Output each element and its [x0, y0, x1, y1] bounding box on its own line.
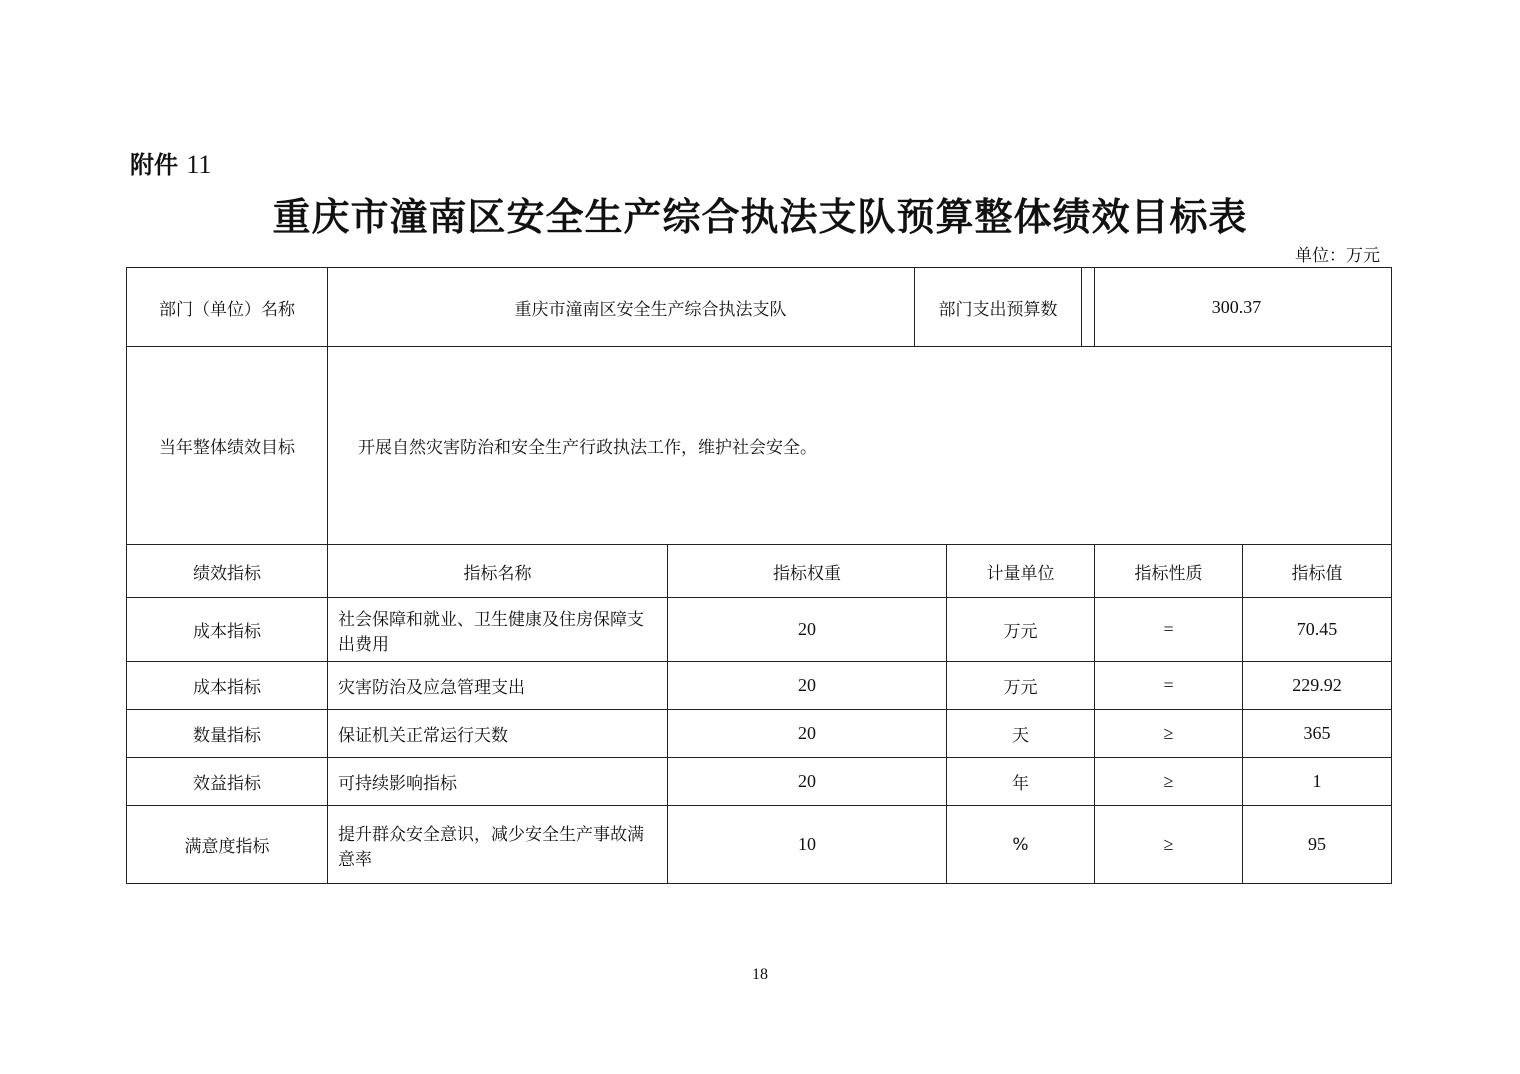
table-row	[127, 806, 1392, 884]
attachment-number: 11	[186, 150, 212, 179]
row-weight: 20	[668, 710, 947, 758]
budget-value: 300.37	[1211, 296, 1262, 317]
dept-label-cell: 部门（单位）名称	[127, 268, 328, 347]
row-value: 365	[1243, 710, 1392, 758]
department-row	[127, 268, 1392, 347]
row-unit: %	[947, 806, 1095, 884]
row-value: 1	[1243, 758, 1392, 806]
row-category: 效益指标	[127, 758, 328, 806]
row-unit: 年	[947, 758, 1095, 806]
table-row	[127, 598, 1392, 662]
row-unit: 天	[947, 710, 1095, 758]
row-value: 70.45	[1243, 598, 1392, 662]
goal-row	[127, 347, 1392, 545]
attachment-label	[130, 145, 211, 180]
row-category: 满意度指标	[127, 806, 328, 884]
row-indicator-name: 社会保障和就业、卫生健康及住房保障支出费用	[328, 598, 668, 662]
row-weight: 10	[668, 806, 947, 884]
row-weight: 20	[668, 758, 947, 806]
column-header-row	[127, 545, 1392, 598]
row-indicator-name: 灾害防治及应急管理支出	[328, 662, 668, 710]
row-weight: 20	[668, 598, 947, 662]
row-indicator-name: 可持续影响指标	[328, 758, 668, 806]
col-header-unit: 计量单位	[947, 545, 1095, 598]
col-header-nature: 指标性质	[1095, 545, 1243, 598]
row-nature: ≥	[1095, 710, 1243, 758]
row-weight: 20	[668, 662, 947, 710]
row-category: 成本指标	[127, 598, 328, 662]
budget-cell	[938, 268, 1392, 347]
row-value: 95	[1243, 806, 1392, 884]
page-number: 18	[752, 966, 768, 983]
row-nature: =	[1095, 662, 1243, 710]
table-row	[127, 662, 1392, 710]
goal-text: 开展自然灾害防治和安全生产行政执法工作，维护社会安全。	[328, 347, 1392, 545]
col-header-category: 绩效指标	[127, 545, 328, 598]
row-category: 数量指标	[127, 710, 328, 758]
row-indicator-name: 提升群众安全意识，减少安全生产事故满意率	[328, 806, 668, 884]
table-row	[127, 710, 1392, 758]
row-nature: =	[1095, 598, 1243, 662]
row-value: 229.92	[1243, 662, 1392, 710]
col-header-value: 指标值	[1243, 545, 1392, 598]
row-nature: ≥	[1095, 806, 1243, 884]
attachment-prefix: 附件	[130, 151, 178, 179]
row-unit: 万元	[947, 662, 1095, 710]
unit-label: 单位：万元	[1295, 246, 1380, 266]
dept-name: 重庆市潼南区安全生产综合执法支队	[514, 299, 787, 320]
document-title: 重庆市潼南区安全生产综合执法支队预算整体绩效目标表	[272, 194, 1248, 239]
col-header-name: 指标名称	[328, 545, 668, 598]
row-unit: 万元	[947, 598, 1095, 662]
table-row	[127, 758, 1392, 806]
row-nature: ≥	[1095, 758, 1243, 806]
row-indicator-name: 保证机关正常运行天数	[328, 710, 668, 758]
row-category: 成本指标	[127, 662, 328, 710]
budget-label: 部门支出预算数	[915, 268, 1082, 346]
performance-target-table	[126, 267, 1392, 884]
col-header-weight: 指标权重	[668, 545, 947, 598]
goal-label: 当年整体绩效目标	[127, 347, 328, 545]
